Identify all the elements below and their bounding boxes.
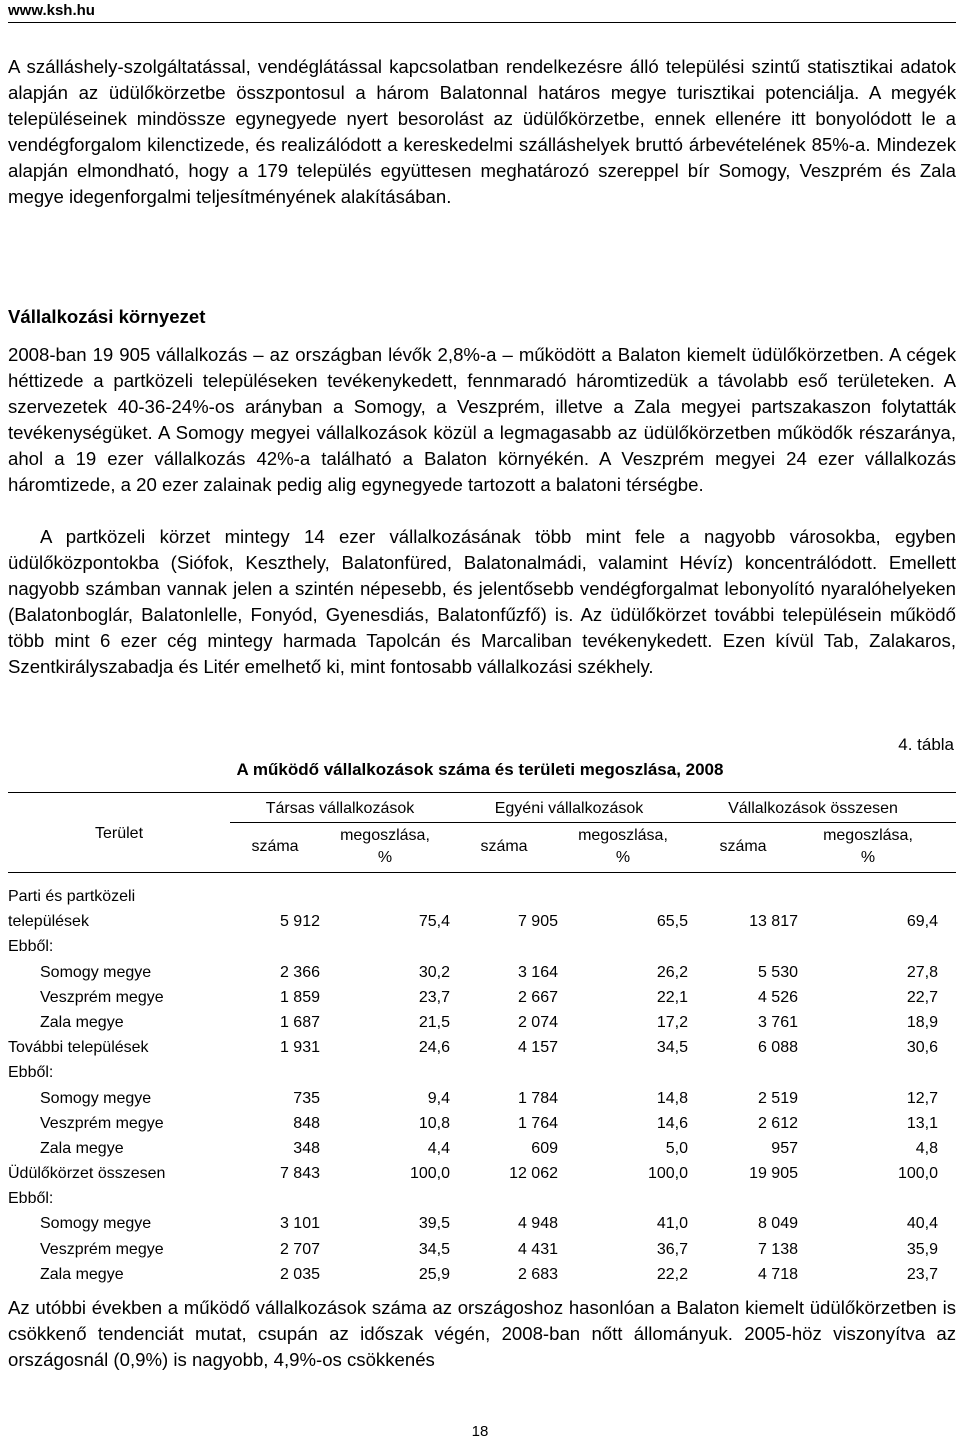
- table-cell: 34,5: [656, 1039, 688, 1057]
- table-cell: 34,5: [418, 1240, 450, 1258]
- table-cell: [320, 931, 450, 956]
- table-cell: [558, 1183, 688, 1208]
- table-cell: [688, 872, 798, 906]
- table-cell: 18,9: [906, 1013, 938, 1031]
- table-cell: 4 526: [757, 988, 798, 1006]
- data-table: [8, 796, 938, 1284]
- table-cell: 4 431: [517, 1240, 558, 1258]
- row-label: Somogy megye: [40, 1215, 152, 1233]
- paragraph-business-2: A partközeli körzet mintegy 14 ezer vállalkozásának több mint fele a nagyobb városokba, egyben üdülőközpontokba (Siófok, Keszthely, Balatonfüred, Balatonalmádi, valamint Hévíz) koncentrálódott. Emellett nagyobb számban vannak jelen a szintén népesebb, és jelentősebb vendégforgalmat lebonyolító nyaralóhelyeken (Balatonboglár, Balatonlelle, Fonyód, Gyenesdiás, Balatonfűzfő) is. Az üdülőkörzet további településein működő több mint 6 ezer cég mintegy harmada Tapolcán és Marcaliban tevékenykedett. Ezen kívül Tab, Zalakaros, Szentkirályszabadja és Litér emelhető ki, mint fontosabb vállalkozási székhely.: [8, 526, 956, 677]
- row-label: További települések: [8, 1039, 149, 1057]
- table-cell: 2 612: [757, 1114, 798, 1132]
- table-cell: [320, 1057, 450, 1082]
- table-cell: 27,8: [906, 963, 938, 981]
- subheader-share: megoszlása, %: [578, 827, 668, 866]
- table-cell: [558, 1057, 688, 1082]
- row-label: Zala megye: [40, 1013, 124, 1031]
- row-label: Veszprém megye: [40, 1114, 164, 1132]
- table-cell: [558, 931, 688, 956]
- table-cell: [798, 931, 938, 956]
- table-cell: 4 718: [757, 1265, 798, 1283]
- paragraph-business-1: 2008-ban 19 905 vállalkozás – az országban lévők 2,8%-a – működött a Balaton kiemelt üdülőkörzetben. A cégek héttizede a partközeli településeken tevékenykedett, fennmaradó háromtizedük a távolabb eső területeken. A szervezetek 40-36-24%-os arányban a Somogy, a Veszprém, illetve a Zala megyei partszakaszon folytatták tevékenységüket. A Somogy megyei vállalkozások közül a legmagasabb az üdülőkörzetben működők részaránya, ahol a 19 ezer vállalkozás 42%-a található a Balaton környékén. A Veszprém megyei 24 ezer vállalkozás háromtizede, a 20 ezer zalainak pedig alig egynegyede tartozott a balatoni térségbe.: [8, 344, 956, 495]
- table-cell: [688, 1057, 798, 1082]
- table-title: A működő vállalkozások száma és területi megoszlása, 2008: [236, 760, 724, 779]
- table-cell: 14,8: [656, 1089, 688, 1107]
- table-cell: 7 905: [517, 913, 558, 931]
- table-cell: 40,4: [906, 1215, 938, 1233]
- group-header-individuals: Egyéni vállalkozások: [494, 800, 644, 817]
- table-cell: 14,6: [656, 1114, 688, 1132]
- table-cell: 4 948: [517, 1215, 558, 1233]
- table-row: [8, 931, 938, 956]
- paragraph-trend: Az utóbbi években a működő vállalkozások száma az országoshoz hasonlóan a Balaton kiemelt üdülőkörzetben is csökkenő tendenciát mutat, csupán az időszak végén, 2008-ban nőtt állományuk. 2005-höz viszonyítva az országosnál (0,9%) is nagyobb, 4,9%-os csökkenés: [8, 1297, 956, 1370]
- table-row: [8, 1158, 938, 1183]
- table-cell: [450, 931, 558, 956]
- table-header-row-1: [8, 796, 938, 822]
- table-cell: 21,5: [418, 1013, 450, 1031]
- table-cell: 23,7: [906, 1265, 938, 1283]
- table-row: [8, 1082, 938, 1107]
- table-cell: 35,9: [906, 1240, 938, 1258]
- table-cell: 4 157: [517, 1039, 558, 1057]
- table-cell: 735: [293, 1089, 320, 1107]
- subheader-count: száma: [251, 838, 299, 855]
- table-cell: 65,5: [656, 913, 688, 931]
- table-cell: 8 049: [757, 1215, 798, 1233]
- column-header-area: Terület: [94, 825, 144, 842]
- paragraph-tourism: A szálláshely-szolgáltatással, vendéglátással kapcsolatban rendelkezésre álló települési szintű statisztikai adatok alapján az üdülőkörzetbe összpontosul a három Balatonnal határos megye turisztikai potenciálja. A megyék településeinek mindössze egynegyede nyert besorolást az üdülőkörzetbe, ennek ellenére itt bonyolódott le a vendégforgalom kilenctizede, és realizálódott a kereskedelmi szálláshelyek bruttó árbevételének 85%-a. Mindezek alapján elmondható, hogy a 179 település együttesen meghatározó szereppel bír Somogy, Veszprém és Zala megye idegenforgalmi teljesítményének alakításában.: [8, 56, 956, 207]
- table-cell: 19 905: [749, 1165, 798, 1183]
- table-cell: 13 817: [749, 913, 798, 931]
- row-label: Ebből:: [8, 938, 54, 956]
- table-cell: [450, 872, 558, 906]
- table-cell: 12,7: [906, 1089, 938, 1107]
- table-cell: 2 366: [279, 963, 320, 981]
- row-label: települések: [8, 913, 89, 931]
- table-cell: 4,8: [915, 1139, 938, 1157]
- table-cell: 5 530: [757, 963, 798, 981]
- table-cell: 30,6: [906, 1039, 938, 1057]
- table-cell: 22,2: [656, 1265, 688, 1283]
- table-number: 4. tábla: [898, 735, 954, 754]
- table-cell: 69,4: [906, 913, 938, 931]
- table-cell: 3 761: [757, 1013, 798, 1031]
- subheader-count: száma: [480, 838, 528, 855]
- table-cell: 6 088: [757, 1039, 798, 1057]
- table-body: [8, 872, 938, 1284]
- table-cell: 10,8: [418, 1114, 450, 1132]
- table-cell: 2 074: [517, 1013, 558, 1031]
- table-cell: 9,4: [427, 1089, 450, 1107]
- section-heading: Vállalkozási környezet: [8, 306, 206, 327]
- table-cell: 5 912: [279, 913, 320, 931]
- table-cell: [320, 1183, 450, 1208]
- row-label: Parti és partközeli: [8, 888, 136, 905]
- table-row: [8, 1259, 938, 1284]
- table-row: [8, 1007, 938, 1032]
- page-number: 18: [471, 1423, 489, 1440]
- table-cell: [798, 872, 938, 906]
- table-cell: 23,7: [418, 988, 450, 1006]
- table-cell: 5,0: [665, 1139, 688, 1157]
- table-cell: [798, 1183, 938, 1208]
- table-cell: 100,0: [897, 1165, 938, 1183]
- table-cell: 848: [293, 1114, 320, 1132]
- table-row: [8, 872, 938, 906]
- group-header-companies: Társas vállalkozások: [265, 800, 415, 817]
- table-cell: 36,7: [656, 1240, 688, 1258]
- table-cell: 25,9: [418, 1265, 450, 1283]
- table-cell: 13,1: [906, 1114, 938, 1132]
- table-row: [8, 906, 938, 931]
- table-row: [8, 1183, 938, 1208]
- row-label: Veszprém megye: [40, 988, 164, 1006]
- table-row: [8, 1057, 938, 1082]
- table-cell: 26,2: [656, 963, 688, 981]
- table-cell: [230, 872, 320, 906]
- table-cell: 609: [531, 1139, 558, 1157]
- table-row: [8, 1233, 938, 1258]
- row-label: Zala megye: [40, 1139, 124, 1157]
- table-cell: 100,0: [409, 1165, 450, 1183]
- table-cell: 3 101: [279, 1215, 320, 1233]
- table-cell: 7 843: [279, 1165, 320, 1183]
- table-cell: 24,6: [418, 1039, 450, 1057]
- row-label: Veszprém megye: [40, 1240, 164, 1258]
- table-cell: 100,0: [647, 1165, 688, 1183]
- table-cell: 30,2: [418, 963, 450, 981]
- table-cell: [688, 1183, 798, 1208]
- subheader-share: megoszlása, %: [340, 827, 430, 866]
- table-top-rule: [8, 792, 956, 793]
- table-cell: 1 687: [279, 1013, 320, 1031]
- table-row: [8, 956, 938, 981]
- table-cell: 39,5: [418, 1215, 450, 1233]
- table-row: [8, 1108, 938, 1133]
- table-cell: 957: [771, 1139, 798, 1157]
- table-cell: 2 035: [279, 1265, 320, 1283]
- row-label: Üdülőkörzet összesen: [8, 1165, 166, 1183]
- table-cell: 1 931: [279, 1039, 320, 1057]
- table-row: [8, 982, 938, 1007]
- table-cell: 1 859: [279, 988, 320, 1006]
- table-cell: 22,7: [906, 988, 938, 1006]
- table-cell: 1 764: [517, 1114, 558, 1132]
- table-cell: 41,0: [656, 1215, 688, 1233]
- row-label: Somogy megye: [40, 1089, 152, 1107]
- row-label: Ebből:: [8, 1064, 54, 1082]
- table-cell: 12 062: [509, 1165, 558, 1183]
- table-cell: 7 138: [757, 1240, 798, 1258]
- table-cell: 3 164: [517, 963, 558, 981]
- table-cell: [450, 1057, 558, 1082]
- row-label: Zala megye: [40, 1265, 124, 1283]
- table-cell: [230, 1183, 320, 1208]
- table-cell: 75,4: [418, 913, 450, 931]
- table-cell: 4,4: [427, 1139, 450, 1157]
- subheader-share: megoszlása, %: [823, 827, 913, 866]
- table-cell: 22,1: [656, 988, 688, 1006]
- table-cell: [558, 872, 688, 906]
- subheader-count: száma: [719, 838, 767, 855]
- header-rule: [8, 22, 956, 23]
- table-row: [8, 1208, 938, 1233]
- table-row: [8, 1032, 938, 1057]
- site-url[interactable]: www.ksh.hu: [8, 2, 95, 19]
- table-row: [8, 1133, 938, 1158]
- table-cell: [230, 1057, 320, 1082]
- table-cell: [688, 931, 798, 956]
- table-cell: 1 784: [517, 1089, 558, 1107]
- table-cell: 2 667: [517, 988, 558, 1006]
- table-cell: [450, 1183, 558, 1208]
- table-cell: 348: [293, 1139, 320, 1157]
- table-cell: [230, 931, 320, 956]
- table-cell: 2 519: [757, 1089, 798, 1107]
- table-cell: [798, 1057, 938, 1082]
- row-label: Somogy megye: [40, 963, 152, 981]
- row-label: Ebből:: [8, 1190, 54, 1208]
- group-header-total: Vállalkozások összesen: [728, 800, 898, 817]
- table-cell: 2 707: [279, 1240, 320, 1258]
- table-cell: 2 683: [517, 1265, 558, 1283]
- table-cell: 17,2: [656, 1013, 688, 1031]
- table-cell: [320, 872, 450, 906]
